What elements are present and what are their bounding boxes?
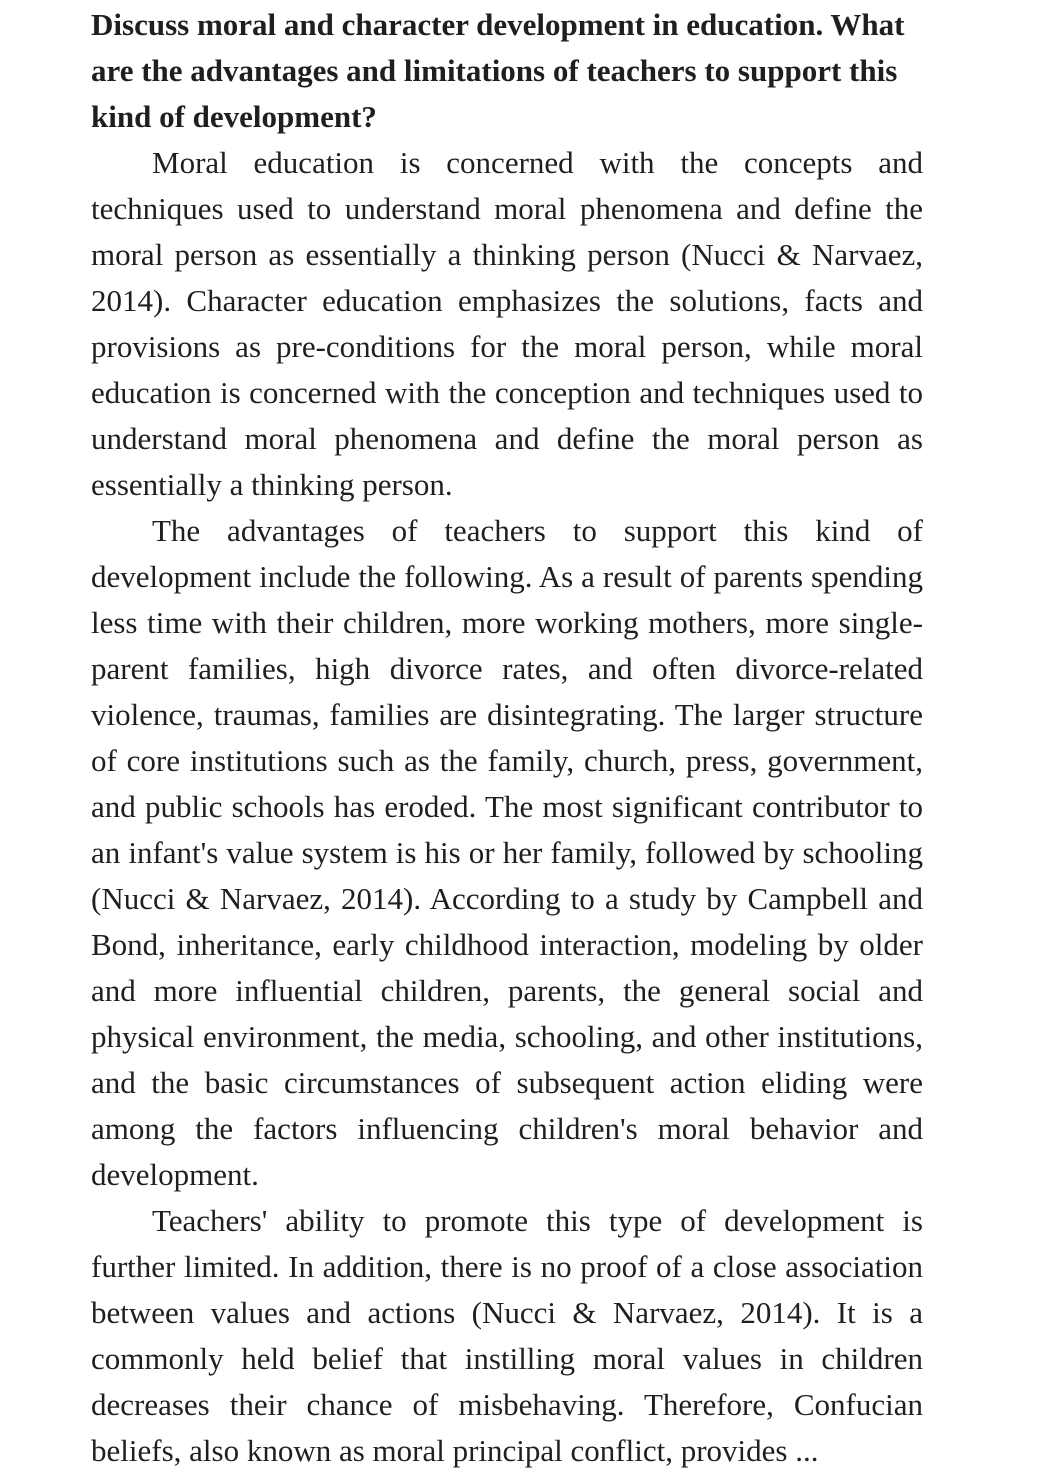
paragraph-advantages: The advantages of teachers to support this kind of development include the following. As a result of parents spending less time with their children, more working mothers, more single-parent families, high divorce rates, and often divorce-related violence, traumas, families are disintegrating. The larger structure of core institutions such as the family, church, press, government, and public schools has eroded. The most significant contributor to an infant's value system is his or her family, followed by schooling (Nucci & Narvaez, 2014). According to a study by Campbell and Bond, inheritance, early childhood interaction, modeling by older and more influential children, parents, the general social and physical environment, the media, schooling, and other institutions, and the basic circumstances of subsequent action eliding were among the factors influencing children's moral behavior and development. — [91, 513, 923, 1192]
document-title: Discuss moral and character development in education. What are the advantages and limitations of teachers to support this kind of development? — [91, 7, 905, 134]
document-page — [91, 2, 923, 1474]
paragraph-limitations: Teachers' ability to promote this type of development is further limited. In addition, there is no proof of a close association between values and actions (Nucci & Narvaez, 2014). It is a commonly held belief that instilling moral values in children decreases their chance of misbehaving. Therefore, Confucian beliefs, also known as moral principal conflict, provides ... — [91, 1203, 923, 1468]
paragraph-moral-education: Moral education is concerned with the concepts and techniques used to understand moral phenomena and define the moral person as essentially a thinking person (Nucci & Narvaez, 2014). Character education emphasizes the solutions, facts and provisions as pre-conditions for the moral person, while moral education is concerned with the conception and techniques used to understand moral phenomena and define the moral person as essentially a thinking person. — [91, 145, 923, 502]
